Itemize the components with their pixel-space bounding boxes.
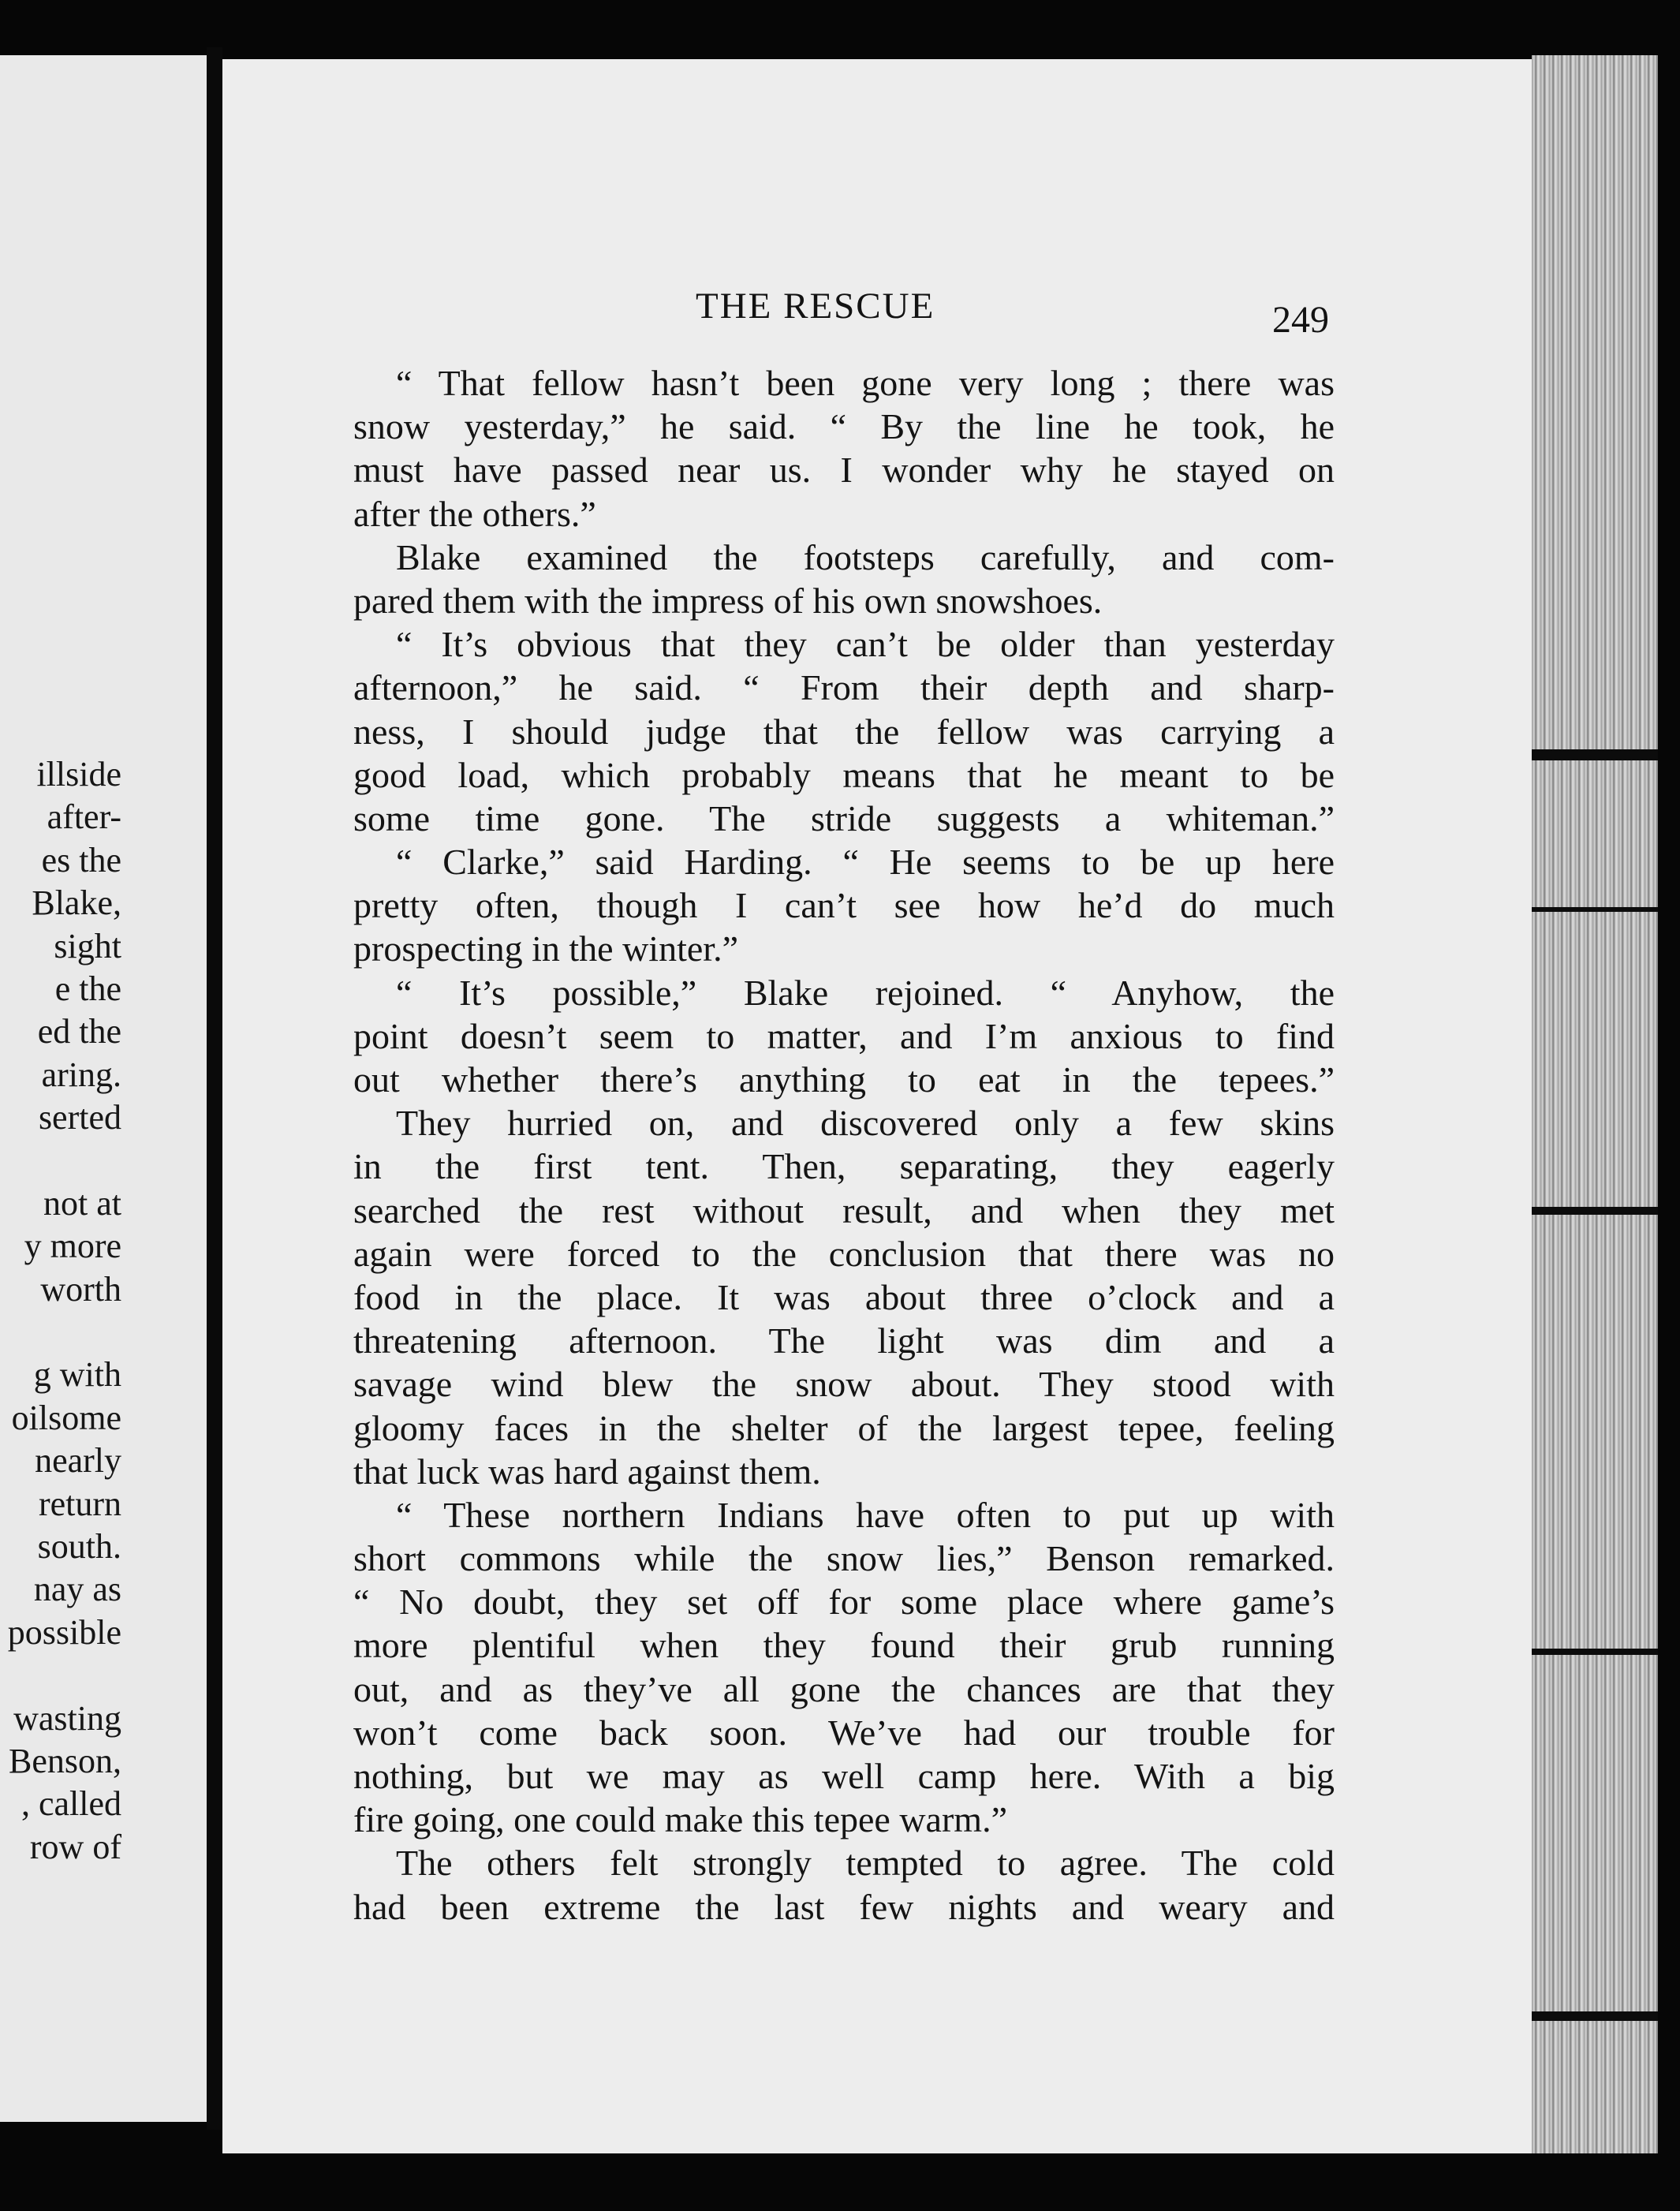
page-number: 249 xyxy=(1272,299,1329,341)
text-line: some time gone. The stride suggests a whiteman.” xyxy=(353,797,1335,838)
page-edges xyxy=(1532,55,1658,2153)
text-line: after the others.” xyxy=(353,493,596,534)
fragment-line: Benson, xyxy=(9,1741,121,1780)
fragment-line: , called xyxy=(21,1784,121,1824)
text-line: good load, which probably means that he meant to be xyxy=(353,754,1335,795)
text-line: ness, I should judge that the fellow was carrying a xyxy=(353,711,1335,752)
running-head: THE RESCUE xyxy=(696,286,935,327)
text-line: “ It’s possible,” Blake rejoined. “ Anyhow, the xyxy=(396,972,1335,1013)
text-line: “ That fellow hasn’t been gone very long ; there was xyxy=(396,363,1335,403)
text-line: fire going, one could make this tepee warm.” xyxy=(353,1799,1007,1840)
text-line: again were forced to the conclusion that there was no xyxy=(353,1233,1335,1274)
text-line: in the first tent. Then, separating, they eagerly xyxy=(353,1146,1335,1187)
fragment-line: worth xyxy=(40,1269,121,1309)
fragment-line: es the xyxy=(41,840,121,880)
fragment-line: row of xyxy=(29,1827,121,1866)
fragment-line: nay as xyxy=(33,1570,121,1609)
fragment-line: g with xyxy=(33,1355,121,1395)
text-line: “ Clarke,” said Harding. “ He seems to be up here xyxy=(396,842,1335,883)
text-line: threatening afternoon. The light was dim and a xyxy=(353,1320,1335,1361)
previous-page-fragment xyxy=(0,55,207,2122)
text-line: The others felt strongly tempted to agree. The cold xyxy=(396,1843,1335,1884)
text-line: pretty often, though I can’t see how he’d do much xyxy=(353,885,1335,926)
text-line: food in the place. It was about three o’clock and a xyxy=(353,1276,1335,1317)
text-line: savage wind blew the snow about. They stood with xyxy=(353,1364,1335,1405)
fragment-line: y more xyxy=(24,1227,121,1266)
fragment-line: Blake, xyxy=(32,883,121,923)
text-line: point doesn’t seem to matter, and I’m anxious to find xyxy=(353,1015,1335,1056)
text-line: gloomy faces in the shelter of the largest tepee, feeling xyxy=(353,1407,1335,1448)
fragment-line: ed the xyxy=(37,1012,121,1051)
fragment-line: oilsome xyxy=(11,1398,121,1437)
fragment-line: wasting xyxy=(13,1698,121,1738)
fragment-line: e the xyxy=(54,969,121,1008)
text-line: had been extreme the last few nights and weary and xyxy=(353,1886,1335,1927)
fragment-line: not at xyxy=(43,1183,121,1223)
text-line: prospecting in the winter.” xyxy=(353,928,738,969)
text-line: snow yesterday,” he said. “ By the line he took, he xyxy=(353,406,1335,447)
text-line: must have passed near us. I wonder why he stayed on xyxy=(353,450,1335,491)
body-text xyxy=(353,361,1335,1929)
fragment-line: serted xyxy=(38,1098,121,1137)
fragment-line: after- xyxy=(47,797,121,837)
text-line: Blake examined the footsteps carefully, and com- xyxy=(396,536,1335,577)
fragment-line: nearly xyxy=(35,1441,121,1481)
text-line: “ No doubt, they set off for some place where game’s xyxy=(353,1582,1335,1623)
previous-page-text xyxy=(8,753,121,1869)
fragment-line: possible xyxy=(7,1612,121,1652)
fragment-line: south. xyxy=(37,1527,121,1567)
fragment-line: aring. xyxy=(41,1055,121,1094)
text-line: that luck was hard against them. xyxy=(353,1451,821,1492)
text-line: more plentiful when they found their grub running xyxy=(353,1625,1335,1666)
text-line: short commons while the snow lies,” Benson remarked. xyxy=(353,1538,1335,1579)
text-line: “ These northern Indians have often to put up with xyxy=(396,1494,1335,1535)
fragment-line xyxy=(8,1654,121,1697)
text-line: nothing, but we may as well camp here. With a big xyxy=(353,1756,1335,1796)
fragment-line: return xyxy=(38,1484,121,1523)
text-line: out whether there’s anything to eat in the tepees.” xyxy=(353,1059,1335,1100)
fragment-line xyxy=(8,1311,121,1354)
fragment-line: illside xyxy=(36,755,121,794)
book-gutter xyxy=(207,47,222,2130)
text-line: searched the rest without result, and when they met xyxy=(353,1190,1335,1231)
fragment-line: sight xyxy=(54,926,121,965)
text-line: out, and as they’ve all gone the chances are that they xyxy=(353,1668,1335,1709)
text-line: pared them with the impress of his own snowshoes. xyxy=(353,580,1103,621)
text-line: They hurried on, and discovered only a few skins xyxy=(396,1103,1335,1144)
text-line: won’t come back soon. We’ve had our trouble for xyxy=(353,1712,1335,1753)
text-line: afternoon,” he said. “ From their depth and sharp- xyxy=(353,667,1335,708)
text-line: “ It’s obvious that they can’t be older than yesterday xyxy=(396,624,1335,665)
fragment-line xyxy=(8,1140,121,1182)
